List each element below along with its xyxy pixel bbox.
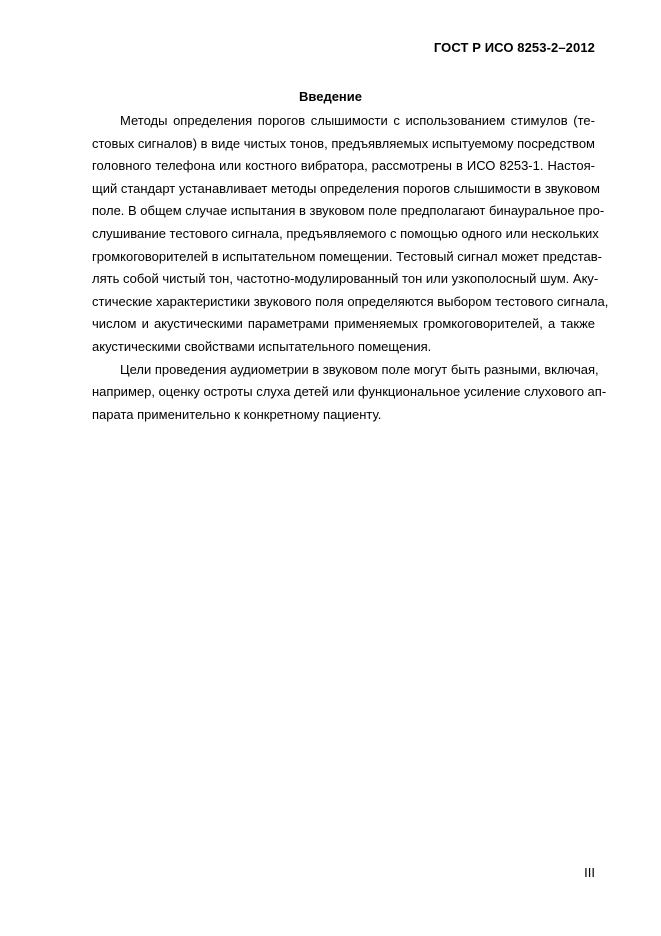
standard-code-header: ГОСТ Р ИСО 8253-2–2012 xyxy=(433,40,595,55)
paragraph-line: щий стандарт устанавливает методы определения порогов слышимости в звуковом xyxy=(92,180,600,196)
paragraph-line: парата применительно к конкретному пациенту. xyxy=(92,406,382,422)
paragraph-line: лять собой чистый тон, частотно-модулированный тон или узкополосный шум. Аку- xyxy=(92,271,599,287)
section-title: Введение xyxy=(299,89,362,104)
paragraph-line: стические характеристики звукового поля определяются выбором тестового сигнала, xyxy=(92,293,609,309)
body-text xyxy=(92,110,609,426)
paragraph-line: например, оценку остроты слуха детей или функциональное усиление слухового ап- xyxy=(92,384,607,400)
paragraph-line: числом и акустическими параметрами применяемых громкоговорителей, а также xyxy=(92,316,595,332)
paragraph-2 xyxy=(92,359,607,427)
paragraph-line: стовых сигналов) в виде чистых тонов, предъявляемых испытуемому посредством xyxy=(92,135,595,151)
paragraph-line: громкоговорителей в испытательном помещении. Тестовый сигнал может представ- xyxy=(92,248,603,264)
paragraph-line: Цели проведения аудиометрии в звуковом поле могут быть разными, включая, xyxy=(120,361,599,377)
paragraph-line: Методы определения порогов слышимости с использованием стимулов (те- xyxy=(120,113,595,128)
paragraph-line: слушивание тестового сигнала, предъявляемого с помощью одного или нескольких xyxy=(92,225,599,241)
paragraph-line: головного телефона или костного вибратора, рассмотрены в ИСО 8253-1. Настоя- xyxy=(92,158,595,174)
paragraph-line: поле. В общем случае испытания в звуковом поле предполагают бинауральное про- xyxy=(92,203,605,219)
page-number: III xyxy=(584,865,595,880)
paragraph-1 xyxy=(92,110,609,359)
paragraph-line: акустическими свойствами испытательного помещения. xyxy=(92,338,432,354)
